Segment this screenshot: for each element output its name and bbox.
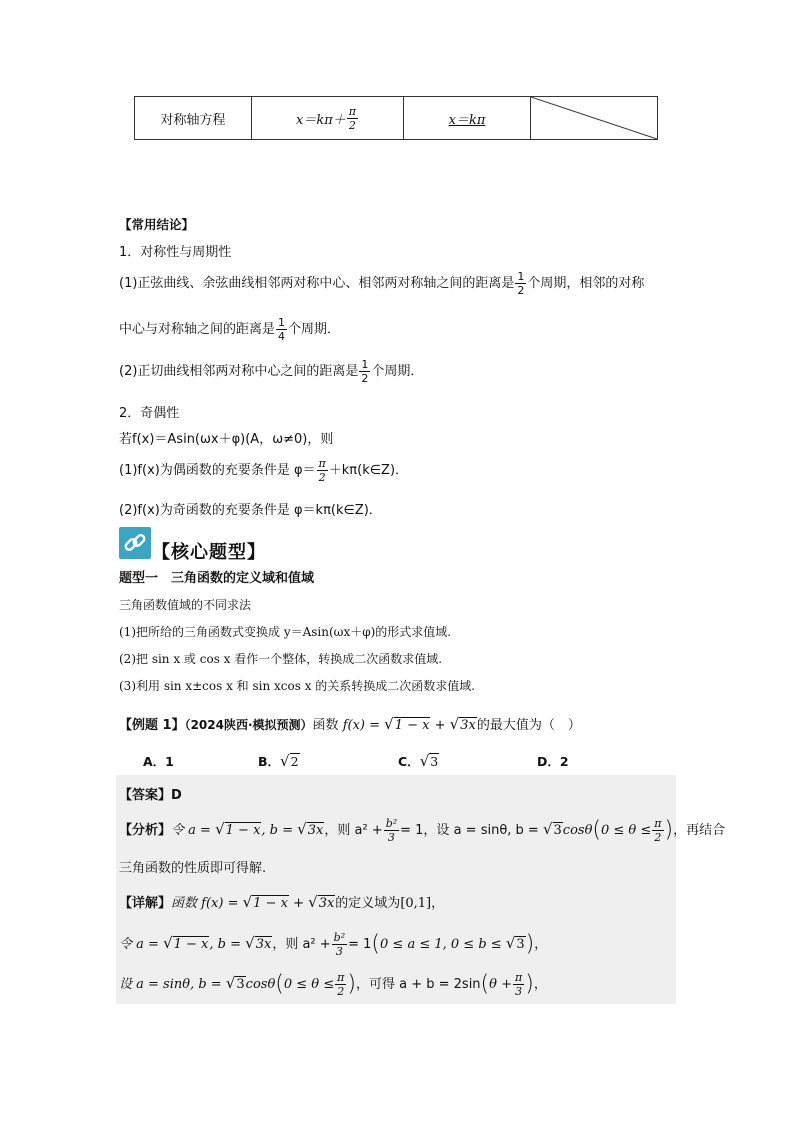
text: , b = [209,937,242,952]
radical-3x: √3x [308,893,335,911]
sin-axis-cell [252,97,404,139]
example-1-stem [119,714,581,733]
radical-1-minus-x: √1 − x [215,820,261,838]
radicand: 1 − x [225,823,261,838]
option-label: B． [258,754,281,769]
frac-num: 1 [517,270,525,283]
radicand: 1 − x [394,718,430,733]
answer-value: D [171,788,182,803]
frac-den: 2 [318,471,326,484]
pi-over-two [335,972,346,997]
detail-line-3: 设 a = sinθ, b = √3cosθ(0 ≤ θ ≤ $\frac{\pi}{2}$ )，可得 a + b = 2sin(θ + $\frac{\pi}{3}$ )， [119,971,547,998]
text: cosθ [245,977,276,992]
text: = 1 [348,937,372,952]
stem-text: 函数 [312,718,339,733]
text: 设 a = sinθ, b = [119,977,222,992]
sin-axis-prefix: x＝kπ＋ [296,112,346,128]
link-icon [119,527,151,559]
radicand: 3 [430,754,439,769]
radical-3: √3 [225,974,245,992]
detail-line-1: 【详解】函数 f(x) = √1 − x + √3x的定义域为[0,1]， [119,893,445,911]
radical-3x: √3x [245,934,272,952]
paragraph-2 [119,359,423,384]
detail-tag: 【详解】 [119,896,172,911]
text: , b = [261,823,294,838]
tan-axis-cell-empty [531,97,657,139]
row-label-cell [135,97,252,139]
radical-2: √2 [280,752,299,770]
fraction-one-quarter [276,317,287,342]
detail-line-2: 令 a = √1 − x, b = √3x，则 a² + $\frac{\text{b²}}{3}$ = 1(0 ≤ a ≤ 1, 0 ≤ b ≤ √3)， [119,931,548,958]
analysis-line-1: 【分析】令 a = √1 − x, b = √3x，则 a² + $\frac{\text{b²}}{3}$ = 1，设 a = sinθ, b = √3cosθ(0 ≤ θ ≤ $\frac{\pi}{2}$ )，再结合 [119,817,726,844]
text: 0 ≤ θ ≤ [601,823,652,838]
text: 个周期． [371,364,424,379]
section-parity-title: 2．奇偶性 [119,406,180,421]
radical-3x: √3x [297,820,324,838]
text: ，再结合 [673,823,726,838]
text: 中心与对称轴之间的距离是 [119,322,276,337]
frac-num: π [654,817,662,830]
pi-over-two [347,106,358,131]
function-name: f(x) = [342,718,381,733]
frac-num: 1 [361,358,369,371]
conclusions-header: 【常用结论】 [119,217,195,232]
frac-den: 4 [278,330,286,343]
answer-line [119,784,182,803]
frac-den: 2 [361,372,369,385]
frac-den: 2 [337,985,345,998]
frac-num: 1 [278,316,286,329]
radical-3: √3 [419,752,439,770]
text: 令 a = [171,823,211,838]
symmetry-axis-table-row [134,96,658,140]
text: 函数 f(x) = [171,896,239,911]
method-3: (3)利用 sin x±cos x 和 sin xcos x 的关系转换成二次函数求值域. [119,679,476,693]
option-label: C． [398,754,420,769]
b-squared-over-3 [332,932,347,957]
text: 的定义域为 [335,896,401,911]
radicand: 3x [460,718,476,733]
analysis-line-2: 三角函数的性质即可得解. [119,861,267,876]
radicand: 1 − x [173,937,209,952]
radicand: 2 [290,754,299,769]
frac-num: π [348,104,356,118]
text: ＋kπ(k∈Z)． [328,463,409,478]
frac-num: π [337,971,345,984]
text: ， [431,896,445,911]
domain-interval: [0,1] [400,896,432,911]
radicand: 1 − x [253,896,288,911]
paragraph-1-line-2 [119,317,340,342]
chain-link-glyph [119,527,151,559]
radical-1-minus-x: √1 − x [384,715,430,733]
option-d: D．2 [537,754,569,769]
text: 个周期． [288,322,341,337]
cos-axis-cell [404,97,531,139]
text: (1)正弦曲线、余弦曲线相邻两对称中心、相邻两对称轴之间的距离是 [119,276,515,291]
text: cosθ [562,823,593,838]
text: θ + [489,977,512,992]
frac-den: 3 [335,945,343,958]
methods-title: 三角函数值域的不同求法 [119,598,252,612]
plus-sign: + [434,718,446,733]
analysis-tag: 【分析】 [119,823,172,838]
section-symmetry-title: 1．对称性与周期性 [119,245,232,260]
frac-den: 2 [654,831,662,844]
question-type-1-title: 题型一 三角函数的定义域和值域 [119,571,315,586]
option-c [398,752,439,770]
text: ，可得 a + b = 2sin [355,977,481,992]
fraction-one-half [359,359,370,384]
frac-den: 3 [387,831,395,844]
text: (1)f(x)为偶函数的充要条件是 φ＝ [119,463,316,478]
even-function-condition [119,458,408,483]
odd-function-condition: (2)f(x)为奇函数的充要条件是 φ＝kπ(k∈Z)． [119,503,382,518]
frac-den: 2 [348,118,356,132]
diagonal-slash [531,97,657,139]
example-tag: 【例题 1】 [119,718,185,733]
radicand: 3 [553,823,562,838]
pi-over-three [513,972,524,997]
radical-3: √3 [505,934,525,952]
frac-num: b² [385,817,398,830]
text: 令 a = [119,937,159,952]
method-1: (1)把所给的三角函数式变换成 y＝Asin(ωx＋φ)的形式求值域. [119,625,452,639]
text: ，则 a² + [272,937,331,952]
text: = 1，设 a = sinθ, b = [400,823,539,838]
text: (2)正切曲线相邻两对称中心之间的距离是 [119,364,359,379]
text: 个周期，相邻的对称 [527,276,645,291]
radical-1-minus-x: √1 − x [242,893,288,911]
text: 0 ≤ θ ≤ [283,977,335,992]
b-squared-over-3 [384,818,399,843]
paragraph-1-line-1 [119,271,644,296]
pi-over-two [317,458,328,483]
fraction-one-half [515,271,526,296]
text: ，则 a² + [324,823,383,838]
text: 0 ≤ a ≤ 1, 0 ≤ b ≤ [380,937,502,952]
pi-over-two [652,818,663,843]
radicand: 3x [255,937,272,952]
core-question-types-heading: 【核心题型】 [152,542,266,563]
option-b [258,752,300,770]
radical-1-minus-x: √1 − x [163,934,209,952]
radicand: 3 [516,937,525,952]
cos-axis-value: x＝kπ [448,112,486,128]
frac-num: b² [333,931,346,944]
solution-block [116,775,676,1004]
method-2: (2)把 sin x 或 cos x 看作一个整体，转换成二次函数求值域. [119,652,443,666]
text: ， [534,937,548,952]
radicand: 3x [318,896,335,911]
radicand: 3 [236,977,245,992]
frac-den: 2 [517,284,525,297]
parity-condition: 若f(x)＝Asin(ωx＋φ)(A，ω≠0)，则 [119,432,334,447]
frac-den: 3 [515,985,523,998]
radical-3: √3 [542,820,562,838]
text: ， [533,977,547,992]
frac-num: π [515,971,523,984]
stem-tail: 的最大值为（ ） [476,718,581,733]
radicand: 3x [307,823,324,838]
radical-3x: √3x [449,715,476,733]
option-a: A．1 [143,754,174,769]
answer-tag: 【答案】 [119,788,172,803]
frac-num: π [318,457,326,470]
row-label: 对称轴方程 [160,112,226,128]
example-source: （2024陕西·模拟预测） [184,718,313,732]
